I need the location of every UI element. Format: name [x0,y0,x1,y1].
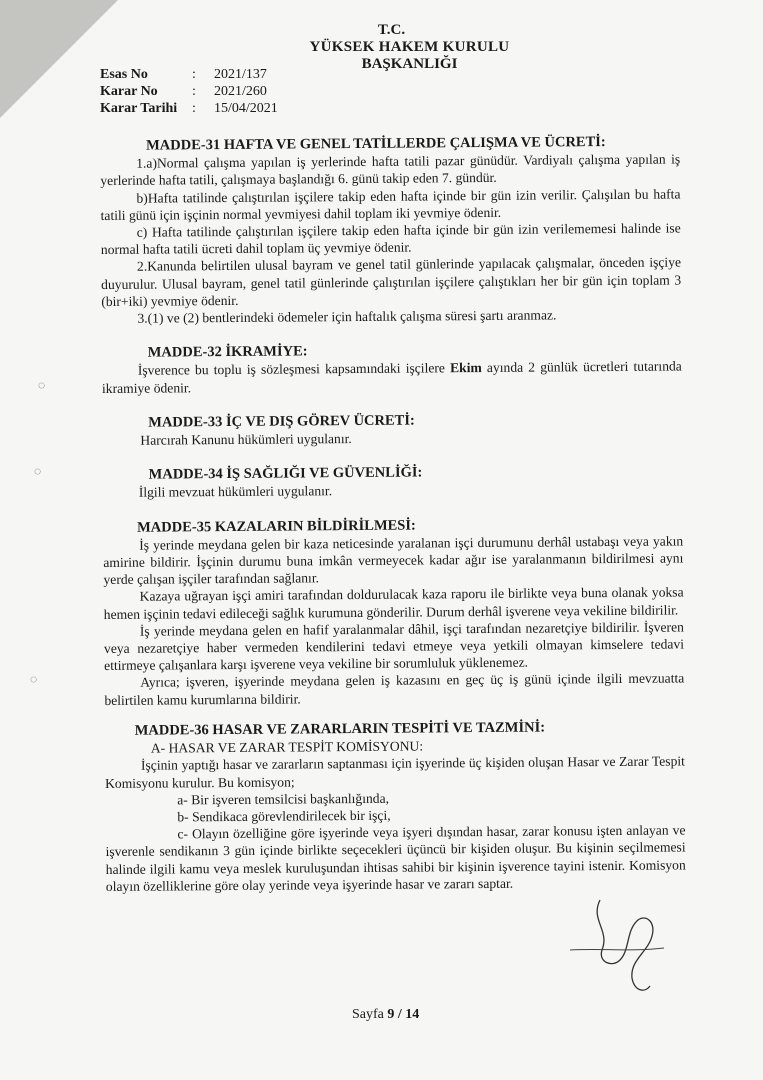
article-31-p4: 2.Kanunda belirtilen ulusal bayram ve genel tatil günlerinde yapılacak çalışmalar, önceden işçiye duyurulur. Ulusal bayram, genel tatil günlerinde çalıştırılan işçilere çalıştıkları her bir gün için toplam 3 (bir+iki) yevmiye ödenir. [101,254,682,309]
article-36-item-b: b- Sendikaca görevlendirilecek bir işçi, [177,807,391,825]
article-36-title: MADDE-36 HASAR VE ZARARLARIN TESPİTİ VE TAZMİNİ: [134,719,546,739]
article-33-title: MADDE-33 İÇ VE DIŞ GÖREV ÜCRETİ: [148,412,415,431]
article-34-p1: İlgili mevzuat hükümleri uygulanır. [138,483,333,501]
document-body [100,133,686,894]
meta-colon: : [192,84,196,99]
header-presidency: BAŞKANLIĞI [361,56,458,72]
article-36-subtitle: A- HASAR VE ZARAR TESPİT KOMİSYONU: [150,738,424,756]
meta-colon: : [192,67,196,82]
article-31-p1: 1.a)Normal çalışma yapılan iş yerlerinde hafta tatili pazar günüdür. Vardiyalı çalışma yapılan iş yerlerinde hafta tatili, çalışmaya başlandığı 6. günü takip eden 7. gündür. [100,151,681,189]
article-32-p1 [102,358,682,397]
meta-karar [100,83,278,100]
article-32-month: Ekim [449,360,482,376]
signature-icon [560,890,670,1000]
article-34-title: MADDE-34 İŞ SAĞLIĞI VE GÜVENLİĞİ: [148,464,423,483]
page-value: 9 / 14 [387,1007,420,1022]
meta-label: Karar Tarihi [100,101,178,116]
article-36-item-a: a- Bir işveren temsilcisi başkanlığında, [177,790,390,808]
margin-mark-3: ◌ [30,672,38,686]
article-35-p3: İş yerinde meydana gelen en hafif yaralanmalar dâhil, işçi tarafından nezaretçiye bildirilir. İşveren veya nezaretçiye haber vermeden kendilerini tedavi etmeye veya yetkili olmayan kimselere tedavi ettirmeye çalışanlara karşı işverene veya vekiline bir sorumluluk yüklenemez. [103,619,685,674]
article-31-p2: b)Hafta tatilinde çalıştırılan işçilere takip eden hafta içinde bir gün izin verilir. Çalışılan bu hafta tatili günü için işçinin normal yevmiyesi dahil toplam iki yevmiye ödenir. [100,186,681,223]
article-31-p5: 3.(1) ve (2) bentlerindeki ödemeler için haftalık çalışma süresi şartı aranmaz. [137,307,557,326]
case-meta [100,66,278,117]
article-32-title: MADDE-32 İKRAMİYE: [147,343,308,361]
article-33-p1: Harcırah Kanunu hükümleri uygulanır. [140,431,352,448]
article-31-title: MADDE-31 HAFTA VE GENEL TATİLLERDE ÇALIŞMA VE ÜCRETİ: [145,134,606,154]
meta-colon: : [192,101,196,116]
article-35-p1: İş yerinde meydana gelen bir kaza neticesinde yaralanan işçi durumunu derhâl ustabaşı veya yakın amirine bildirir. İşçinin durumu buna imkân vermeyecek kadar ağır ise yaralanmanın bildirilmesi aynı yerde çalışan işçiler tarafından sağlanır. [103,533,684,588]
article-36-p1: İşçinin yaptığı hasar ve zararların saptanması için işyerinde üç kişiden oluşan Hasar ve Zarar Tespit Komisyonu kurulur. Bu komisyon; [105,753,685,791]
margin-mark-2: ◌ [34,464,42,478]
article-32-text-a: İşverence bu toplu iş sözleşmesi kapsamındaki işçilere [137,360,451,379]
article-36-item-c: c- Olayın özelliğine göre işyerinde veya işyeri dışından hasar, zarar konusu işten anlayan ve işverenle sendikanın 3 gün içinde birlikte seçecekleri üçüncü bir kişiden oluşur. Bu kişinin seçilmemesi halinde ilgili kamu veya meslek kuruluşundan ihtisas sahibi bir kişinin işverence tayini istenir. Komisyon olayın özelliklerine göre olay yerinde veya işyerinde hasar ve zararı saptar. [105,822,686,894]
margin-mark-1: ◌ [38,378,46,392]
article-32-text-b: ayında 2 günlük ücretleri tutarında ikramiye ödenir. [101,358,682,396]
meta-label: Esas No [100,67,148,82]
page-prefix: Sayfa [352,1007,388,1022]
article-35-p4: Ayrıca; işveren, işyerinde meydana gelen iş kazasını en geç üç iş günü içinde ilgili mevzuatta belirtilen kamu kurumlarına bildirir. [104,670,685,708]
meta-esas [100,66,278,83]
page-number [352,1007,419,1023]
meta-value: 15/04/2021 [214,101,278,116]
article-31-p3: c) Hafta tatilinde çalıştırılan işçilere takip eden hafta içinde bir gün izin verilememesi halinde ise normal hafta tatili ücreti dahil toplam üç yevmiye ödenir. [100,220,681,258]
meta-value: 2021/137 [214,67,267,82]
article-35-title: MADDE-35 KAZALARIN BİLDİRİLMESİ: [136,517,416,536]
meta-label: Karar No [100,84,158,99]
header-tc: T.C. [377,22,406,38]
meta-karar-tarihi [100,100,278,117]
article-35-p2: Kazaya uğrayan işçi amiri tarafından doldurulacak kaza raporu ile birlikte veya buna olanak yoksa hemen işçinin tedavi edileceği sağlık kurumuna gönderilir. Durum derhâl işverene veya vekiline bildirilir. [103,584,684,622]
header-institution: YÜKSEK HAKEM KURULU [309,39,510,55]
meta-value: 2021/260 [214,84,267,99]
